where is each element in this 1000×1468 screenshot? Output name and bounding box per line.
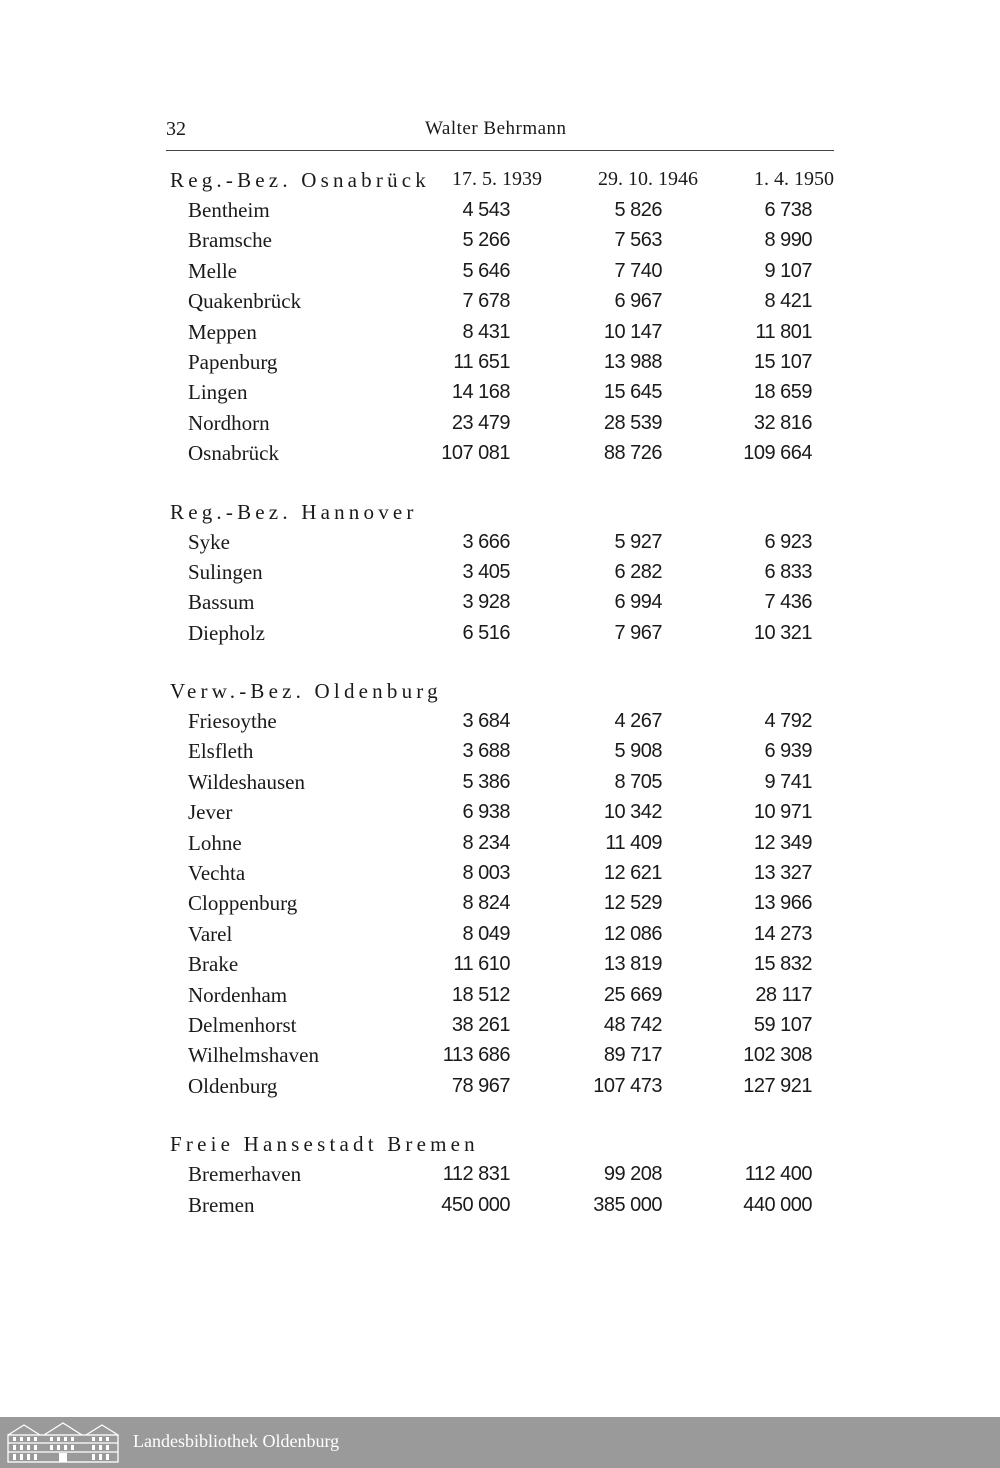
table-row [166, 409, 846, 439]
population-1946: 99 208 [603, 1163, 662, 1186]
population-1939: 450 000 [441, 1193, 510, 1216]
table-row [166, 798, 846, 828]
population-1946: 5 908 [614, 740, 662, 763]
town-name: Meppen [188, 319, 257, 344]
town-name: Lohne [188, 830, 242, 855]
population-1939: 8 431 [462, 320, 510, 343]
population-1939: 8 824 [462, 892, 510, 915]
population-1946: 7 967 [614, 621, 662, 644]
population-1946: 5 826 [614, 199, 662, 221]
population-1946: 6 967 [614, 290, 662, 313]
section-title: Reg.-Bez. Osnabrück [170, 168, 430, 192]
town-name: Nordhorn [188, 410, 270, 435]
section-oldenburg [166, 677, 846, 1102]
town-name: Oldenburg [188, 1073, 278, 1098]
section-header [166, 166, 846, 196]
population-1950: 6 923 [764, 530, 812, 553]
table-row [166, 439, 846, 469]
population-1939: 3 405 [462, 560, 510, 583]
population-1950: 4 792 [764, 710, 812, 733]
table-row [166, 981, 846, 1011]
population-1950: 11 801 [755, 320, 812, 343]
population-1939: 7 678 [462, 290, 510, 313]
column-date-1946: 29. 10. 1946 [598, 168, 698, 190]
population-1950: 13 327 [753, 862, 812, 885]
table-row [166, 619, 846, 649]
population-1950: 8 421 [764, 290, 812, 313]
column-date-1950: 1. 4. 1950 [754, 168, 834, 190]
population-1950: 15 107 [753, 350, 812, 373]
section-title: Verw.-Bez. Oldenburg [170, 679, 442, 704]
population-1950: 15 832 [753, 953, 812, 976]
population-1946: 7 563 [614, 229, 662, 252]
table-row [166, 257, 846, 287]
page-header [0, 112, 1000, 152]
population-1939: 18 512 [451, 983, 510, 1006]
population-1950: 13 966 [753, 892, 812, 915]
population-1946: 6 282 [614, 560, 662, 583]
table-row [166, 1160, 846, 1190]
population-1950: 28 117 [755, 983, 812, 1006]
table-row [166, 588, 846, 618]
population-1950: 6 738 [764, 199, 812, 221]
library-name: Landesbibliothek Oldenburg [133, 1431, 340, 1451]
population-1946: 28 539 [603, 411, 662, 434]
table-row [166, 1072, 846, 1102]
town-name: Wilhelmshaven [188, 1043, 319, 1068]
column-date-1939: 17. 5. 1939 [452, 168, 542, 190]
population-1950: 7 436 [764, 591, 812, 614]
population-1950: 9 741 [764, 770, 812, 793]
population-1939: 5 266 [462, 229, 510, 252]
table-row [166, 226, 846, 256]
population-1946: 12 086 [603, 922, 662, 945]
table-row [166, 287, 846, 317]
section-header [166, 498, 846, 528]
population-1946: 88 726 [603, 442, 662, 465]
population-1939: 3 684 [462, 710, 510, 733]
population-1950: 12 349 [753, 831, 812, 854]
table-row [166, 318, 846, 348]
population-1950: 9 107 [764, 259, 812, 282]
population-1950: 440 000 [743, 1193, 812, 1216]
table-row [166, 1041, 846, 1071]
section-title: Freie Hansestadt Bremen [170, 1132, 479, 1157]
population-1946: 12 529 [603, 892, 662, 915]
population-1939: 4 543 [462, 199, 510, 221]
population-1939: 8 234 [462, 831, 510, 854]
running-head: Walter Behrmann [425, 118, 567, 139]
population-1939: 5 386 [462, 770, 510, 793]
population-1946: 12 621 [603, 862, 662, 885]
population-1946: 13 988 [603, 350, 662, 373]
population-1946: 107 473 [593, 1074, 662, 1097]
population-1950: 18 659 [753, 381, 812, 404]
population-1939: 107 081 [441, 442, 510, 465]
library-footer [0, 1417, 1000, 1468]
population-1946: 5 927 [614, 530, 662, 553]
population-1939: 113 686 [442, 1044, 510, 1067]
table-row [166, 920, 846, 950]
population-1946: 385 000 [593, 1193, 662, 1216]
population-1946: 6 994 [614, 591, 662, 614]
population-1946: 48 742 [603, 1013, 662, 1036]
population-1950: 127 921 [743, 1074, 812, 1097]
population-1950: 109 664 [743, 442, 812, 465]
population-1950: 8 990 [764, 229, 812, 252]
population-1950: 10 971 [753, 801, 812, 824]
population-1939: 23 479 [451, 411, 510, 434]
section-header [166, 677, 846, 707]
town-name: Elsfleth [188, 739, 254, 764]
population-1946: 8 705 [614, 770, 662, 793]
town-name: Papenburg [188, 349, 278, 374]
population-table [166, 166, 846, 1221]
town-name: Quakenbrück [188, 289, 302, 314]
town-name: Bremerhaven [188, 1162, 302, 1187]
population-1939: 38 261 [451, 1013, 510, 1036]
section-bremen [166, 1130, 846, 1221]
table-row [166, 889, 846, 919]
population-1939: 78 967 [451, 1074, 510, 1097]
population-1946: 25 669 [603, 983, 662, 1006]
population-1946: 13 819 [603, 953, 662, 976]
population-1946: 15 645 [603, 381, 662, 404]
table-row [166, 196, 846, 226]
section-osnabrueck [166, 166, 846, 470]
town-name: Vechta [188, 861, 246, 886]
population-1939: 112 831 [442, 1163, 510, 1186]
population-1939: 11 610 [453, 953, 510, 976]
table-row [166, 348, 846, 378]
town-name: Syke [188, 529, 230, 554]
section-title: Reg.-Bez. Hannover [170, 499, 418, 524]
town-name: Bassum [188, 590, 255, 615]
table-row [166, 1191, 846, 1221]
population-1950: 6 833 [764, 560, 812, 583]
town-name: Bremen [188, 1192, 255, 1217]
population-1939: 5 646 [462, 259, 510, 282]
population-1939: 8 003 [462, 862, 510, 885]
table-row [166, 528, 846, 558]
town-name: Lingen [188, 380, 248, 405]
population-1939: 3 688 [462, 740, 510, 763]
table-row [166, 737, 846, 767]
town-name: Jever [188, 800, 233, 825]
population-1946: 89 717 [603, 1044, 662, 1067]
town-name: Brake [188, 952, 239, 977]
population-1950: 10 321 [753, 621, 812, 644]
town-name: Melle [188, 258, 237, 283]
table-row [166, 950, 846, 980]
population-1950: 102 308 [743, 1044, 812, 1067]
town-name: Varel [188, 921, 233, 946]
library-building-icon [4, 1421, 122, 1464]
town-name: Bentheim [188, 198, 270, 222]
table-row [166, 558, 846, 588]
table-row [166, 829, 846, 859]
town-name: Nordenham [188, 982, 288, 1007]
table-row [166, 1011, 846, 1041]
population-1946: 11 409 [605, 831, 662, 854]
population-1939: 6 516 [462, 621, 510, 644]
population-1939: 11 651 [453, 350, 510, 373]
population-1946: 4 267 [614, 710, 662, 733]
population-1950: 112 400 [744, 1163, 812, 1186]
town-name: Friesoythe [188, 709, 277, 734]
population-1950: 6 939 [764, 740, 812, 763]
page-number: 32 [166, 118, 186, 140]
table-row [166, 859, 846, 889]
town-name: Osnabrück [188, 441, 279, 466]
table-row [166, 378, 846, 408]
population-1939: 8 049 [462, 922, 510, 945]
header-rule [166, 150, 834, 151]
section-hannover [166, 498, 846, 650]
town-name: Diepholz [188, 620, 265, 645]
town-name: Sulingen [188, 559, 263, 584]
table-row [166, 768, 846, 798]
population-1946: 10 342 [603, 801, 662, 824]
population-1950: 32 816 [753, 411, 812, 434]
population-1946: 10 147 [603, 320, 662, 343]
town-name: Bramsche [188, 228, 272, 253]
table-row [166, 707, 846, 737]
population-1939: 3 666 [462, 530, 510, 553]
population-1939: 14 168 [451, 381, 510, 404]
town-name: Cloppenburg [188, 891, 298, 916]
population-1946: 7 740 [614, 259, 662, 282]
population-1950: 14 273 [753, 922, 812, 945]
population-1950: 59 107 [753, 1013, 812, 1036]
population-1939: 3 928 [462, 591, 510, 614]
town-name: Delmenhorst [188, 1012, 297, 1037]
town-name: Wildeshausen [188, 769, 305, 794]
section-header [166, 1130, 846, 1160]
population-1939: 6 938 [462, 801, 510, 824]
